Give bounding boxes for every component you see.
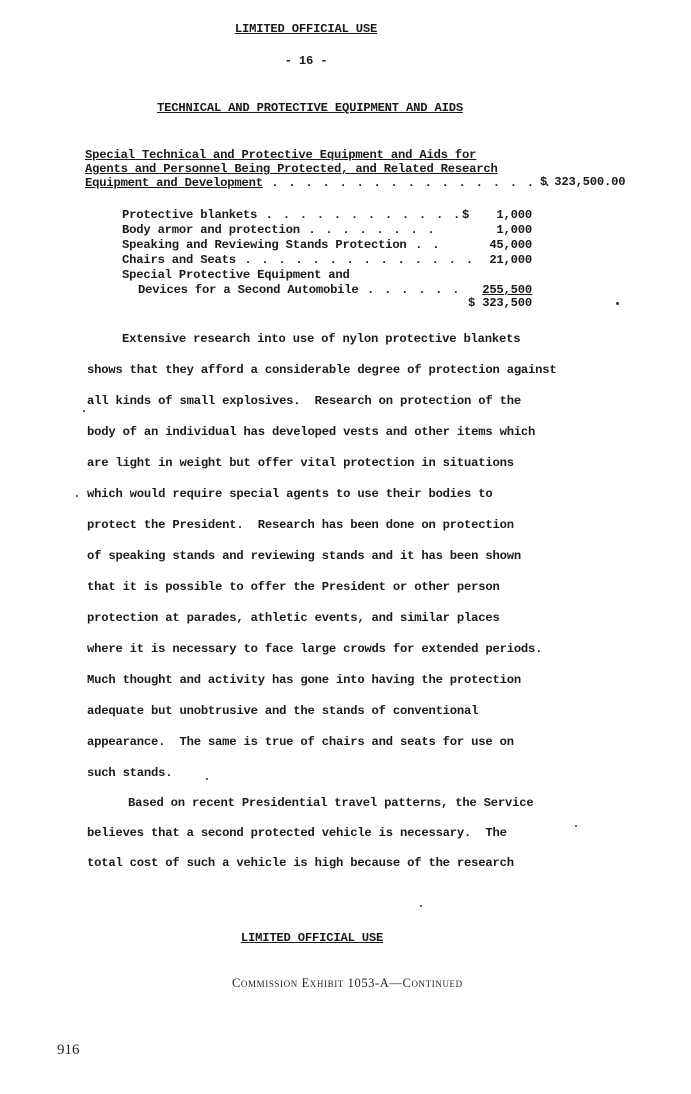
scan-speck <box>420 905 422 907</box>
body-line: Much thought and activity has gone into having the protection <box>87 673 521 687</box>
body-line: shows that they afford a considerable degree of protection against <box>87 363 557 377</box>
body-line: protection at parades, athletic events, and similar places <box>87 611 500 625</box>
line-item-amount: 45,000 <box>489 238 532 252</box>
scan-speck <box>83 410 85 412</box>
body-line: of speaking stands and reviewing stands and it has been shown <box>87 549 521 563</box>
section-title: TECHNICAL AND PROTECTIVE EQUIPMENT AND AIDS <box>157 101 463 115</box>
scan-speck <box>206 778 208 780</box>
body-line: which would require special agents to use their bodies to <box>87 487 493 501</box>
line-item-label: Body armor and protection . . . . . . . . <box>122 223 437 237</box>
body-line: that it is possible to offer the President or other person <box>87 580 500 594</box>
category-total: $ 323,500.00 <box>540 175 626 189</box>
line-item-label: Protective blankets . . . . . . . . . . . . <box>122 208 462 222</box>
body-line: Based on recent Presidential travel patterns, the Service <box>128 796 534 810</box>
category-line-text: Equipment and Development <box>85 176 263 190</box>
body-line: are light in weight but offer vital protection in situations <box>87 456 514 470</box>
line-item-amount: 21,000 <box>489 253 532 267</box>
line-item-label: Chairs and Seats . . . . . . . . . . . . . . <box>122 253 475 267</box>
page-marker: - 16 - <box>284 54 328 68</box>
body-line: such stands. <box>87 766 173 780</box>
line-item-amount: 1,000 <box>496 208 532 222</box>
line-item-amount: 255,500 <box>482 283 532 297</box>
footer-classification: LIMITED OFFICIAL USE <box>240 931 384 945</box>
body-line: appearance. The same is true of chairs and seats for use on <box>87 735 514 749</box>
body-line: protect the President. Research has been done on protection <box>87 518 514 532</box>
line-item-label: Special Protective Equipment and <box>122 268 350 282</box>
body-line: believes that a second protected vehicle is necessary. The <box>87 826 507 840</box>
body-line: all kinds of small explosives. Research on protection of the <box>87 394 521 408</box>
scan-speck <box>575 825 577 827</box>
line-item-dollar: $ <box>462 208 470 222</box>
category-line <box>85 176 552 190</box>
line-item-label: Speaking and Reviewing Stands Protection . . <box>122 238 441 252</box>
line-item-label: Devices for a Second Automobile . . . . . . <box>138 283 461 297</box>
scan-speck <box>76 495 78 497</box>
body-line: where it is necessary to face large crowds for extended periods. <box>87 642 543 656</box>
page-number: 916 <box>57 1042 80 1058</box>
body-line: Extensive research into use of nylon protective blankets <box>122 332 521 346</box>
items-total: $ 323,500 <box>467 296 532 310</box>
category-line: Special Technical and Protective Equipment and Aids for <box>85 148 477 162</box>
exhibit-caption: Commission Exhibit 1053-A—Continued <box>232 976 463 990</box>
body-line: body of an individual has developed vests and other items which <box>87 425 536 439</box>
body-line: adequate but unobtrusive and the stands of conventional <box>87 704 479 718</box>
header-classification: LIMITED OFFICIAL USE <box>234 22 378 36</box>
line-item-amount: 1,000 <box>496 223 532 237</box>
body-line: total cost of such a vehicle is high because of the research <box>87 856 514 870</box>
scan-speck <box>616 302 619 305</box>
category-line: Agents and Personnel Being Protected, and Related Research <box>85 162 498 176</box>
leader-dots: . . . . . . . . . . . . . . . . . <box>262 176 553 190</box>
